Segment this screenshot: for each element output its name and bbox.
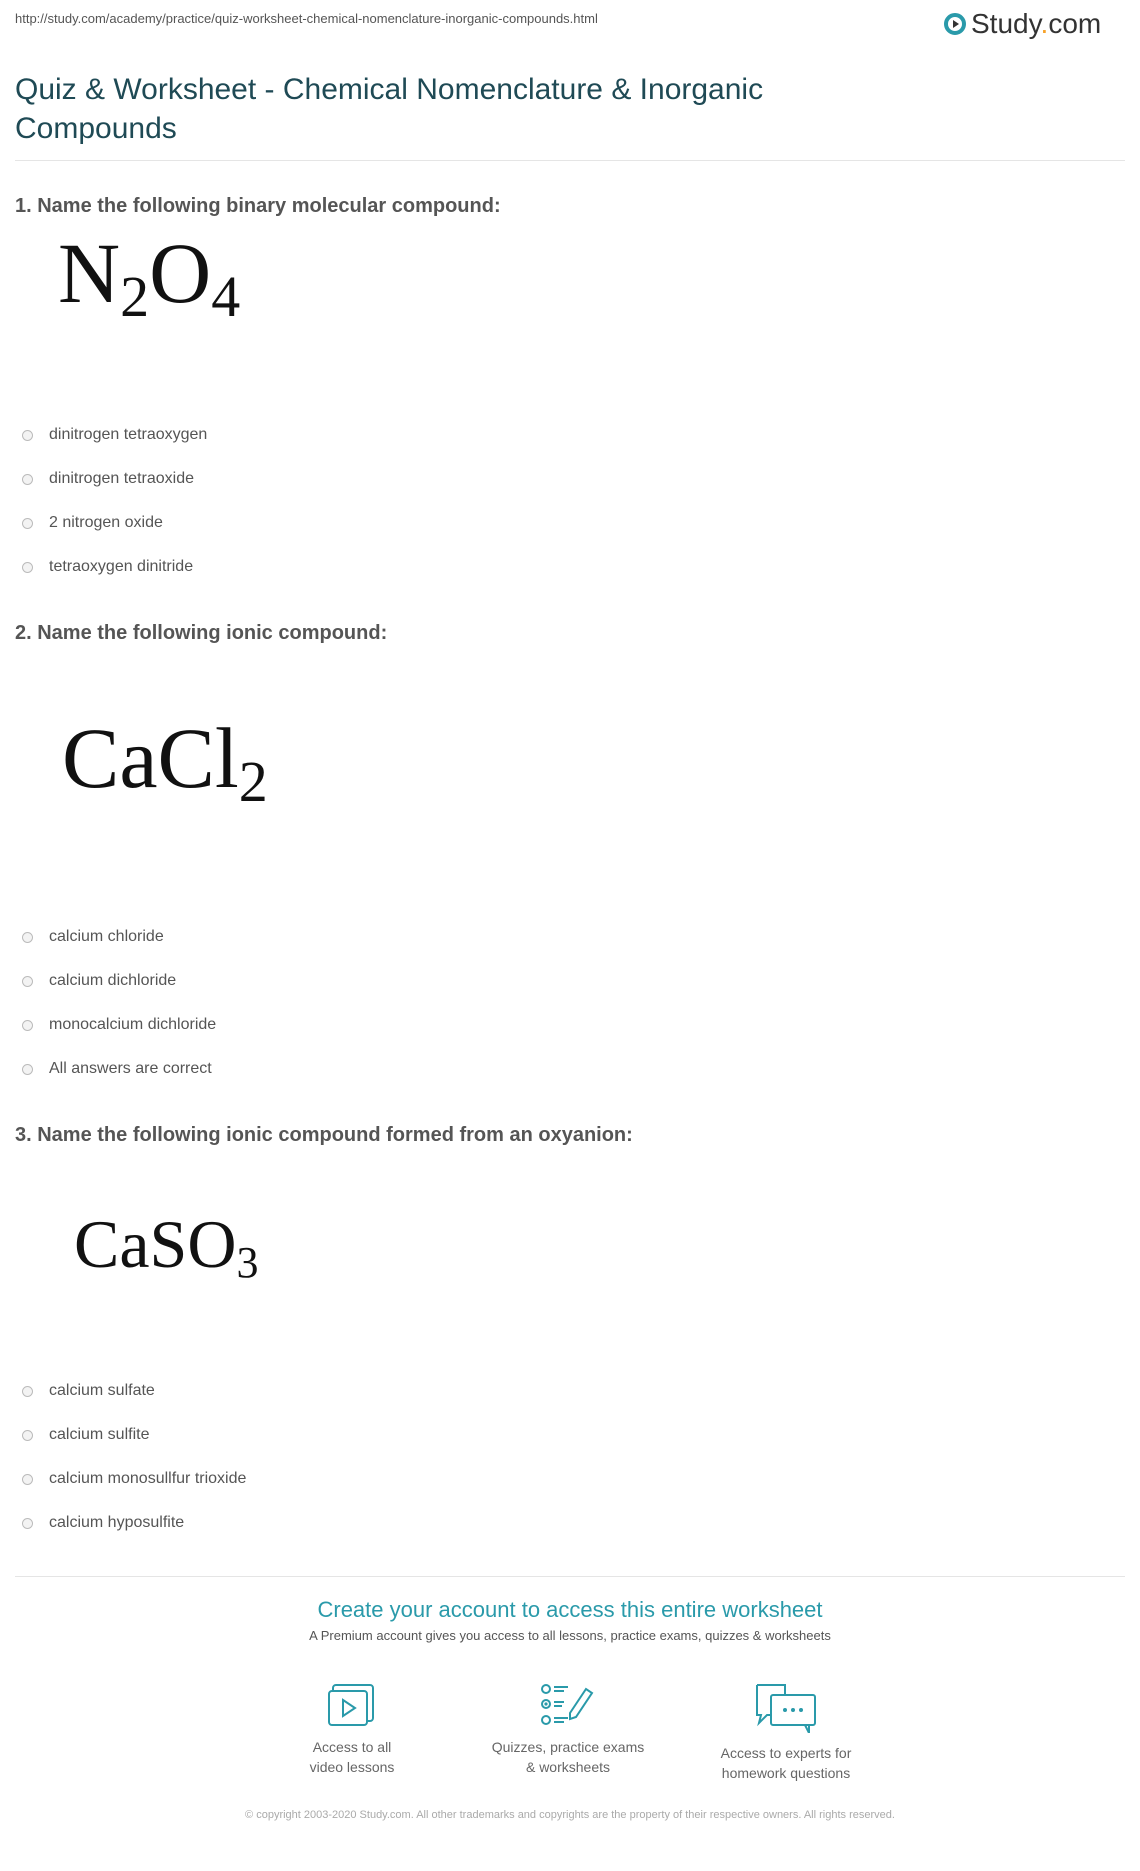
feature-label: homework questions <box>721 1765 851 1781</box>
page-title: Quiz & Worksheet - Chemical Nomenclature & Inorganic Compounds <box>15 73 764 145</box>
question-prompt: 3. Name the following ionic compound formed from an oxyanion: <box>15 1124 633 1146</box>
radio-button[interactable] <box>22 1064 33 1075</box>
question-prompt: 2. Name the following ionic compound: <box>15 622 388 644</box>
video-lessons-icon <box>327 1683 377 1727</box>
option-label: dinitrogen tetraoxide <box>49 470 194 487</box>
formula-element: N <box>58 225 121 321</box>
radio-button[interactable] <box>22 976 33 987</box>
feature-label: & worksheets <box>525 1759 611 1775</box>
answer-option[interactable] <box>22 972 176 990</box>
formula-subscript: 4 <box>211 264 241 329</box>
radio-button[interactable] <box>22 562 33 573</box>
option-label: monocalcium dichloride <box>49 1016 217 1033</box>
radio-button[interactable] <box>22 518 33 529</box>
radio-button[interactable] <box>22 1518 33 1529</box>
option-label: calcium hyposulfite <box>49 1514 185 1531</box>
formula-element: CaSO <box>74 1206 237 1282</box>
option-label: dinitrogen tetraoxygen <box>49 426 208 443</box>
feature-experts <box>676 1683 896 1783</box>
cta-title[interactable] <box>0 1597 1140 1623</box>
feature-label: Access to all <box>312 1739 392 1755</box>
answer-option[interactable] <box>22 514 163 532</box>
question-prompt: 1. Name the following binary molecular compound: <box>15 195 501 217</box>
quiz-icon <box>540 1683 596 1727</box>
answer-option[interactable] <box>22 1382 155 1400</box>
radio-button[interactable] <box>22 1474 33 1485</box>
compound-formula <box>58 223 240 330</box>
divider <box>15 1576 1125 1577</box>
formula-subscript: 3 <box>236 1238 259 1287</box>
answer-option[interactable] <box>22 1470 246 1488</box>
copyright: © copyright 2003-2020 Study.com. All other trademarks and copyrights are the property of their respective owners. All rights reserved. <box>245 1809 895 1821</box>
feature-quizzes <box>458 1683 678 1777</box>
option-label: All answers are correct <box>49 1060 212 1077</box>
answer-option[interactable] <box>22 1426 149 1444</box>
answer-option[interactable] <box>22 1016 216 1034</box>
answer-option[interactable] <box>22 928 164 946</box>
answer-option[interactable] <box>22 1514 184 1532</box>
option-label: calcium sulfite <box>49 1426 150 1443</box>
option-label: calcium chloride <box>49 928 164 945</box>
radio-button[interactable] <box>22 430 33 441</box>
answer-option[interactable] <box>22 1060 212 1078</box>
divider <box>15 160 1125 161</box>
option-label: calcium sulfate <box>49 1382 155 1399</box>
radio-button[interactable] <box>22 1430 33 1441</box>
option-label: 2 nitrogen oxide <box>49 514 163 531</box>
formula-element: CaCl <box>62 710 239 806</box>
feature-video-lessons <box>242 1683 462 1777</box>
feature-label: video lessons <box>309 1759 395 1775</box>
radio-button[interactable] <box>22 1386 33 1397</box>
feature-label: Quizzes, practice exams <box>491 1739 645 1755</box>
formula-subscript: 2 <box>120 264 150 329</box>
cta-subtitle: A Premium account gives you access to all lessons, practice exams, quizzes & worksheets <box>309 1628 831 1643</box>
option-label: tetraoxygen dinitride <box>49 558 194 575</box>
compound-formula <box>74 1205 258 1288</box>
feature-label: Access to experts for <box>720 1745 852 1761</box>
option-label: calcium monosullfur trioxide <box>49 1470 247 1487</box>
option-label: calcium dichloride <box>49 972 177 989</box>
play-logo-icon <box>943 12 967 36</box>
answer-option[interactable] <box>22 426 207 444</box>
radio-button[interactable] <box>22 932 33 943</box>
logo-tld: com <box>1048 8 1102 39</box>
radio-button[interactable] <box>22 1020 33 1031</box>
create-account-link[interactable]: Create your account to access this entire worksheet <box>317 1597 823 1622</box>
formula-element: O <box>149 225 212 321</box>
logo-name: Study <box>971 8 1041 39</box>
compound-formula <box>62 708 268 815</box>
chat-icon <box>755 1683 817 1733</box>
radio-button[interactable] <box>22 474 33 485</box>
page-url: http://study.com/academy/practice/quiz-worksheet-chemical-nomenclature-inorganic-compounds.html <box>15 11 598 26</box>
answer-option[interactable] <box>22 470 194 488</box>
study-logo[interactable]: Study.com <box>943 8 1101 40</box>
answer-option[interactable] <box>22 558 193 576</box>
formula-subscript: 2 <box>238 749 268 814</box>
